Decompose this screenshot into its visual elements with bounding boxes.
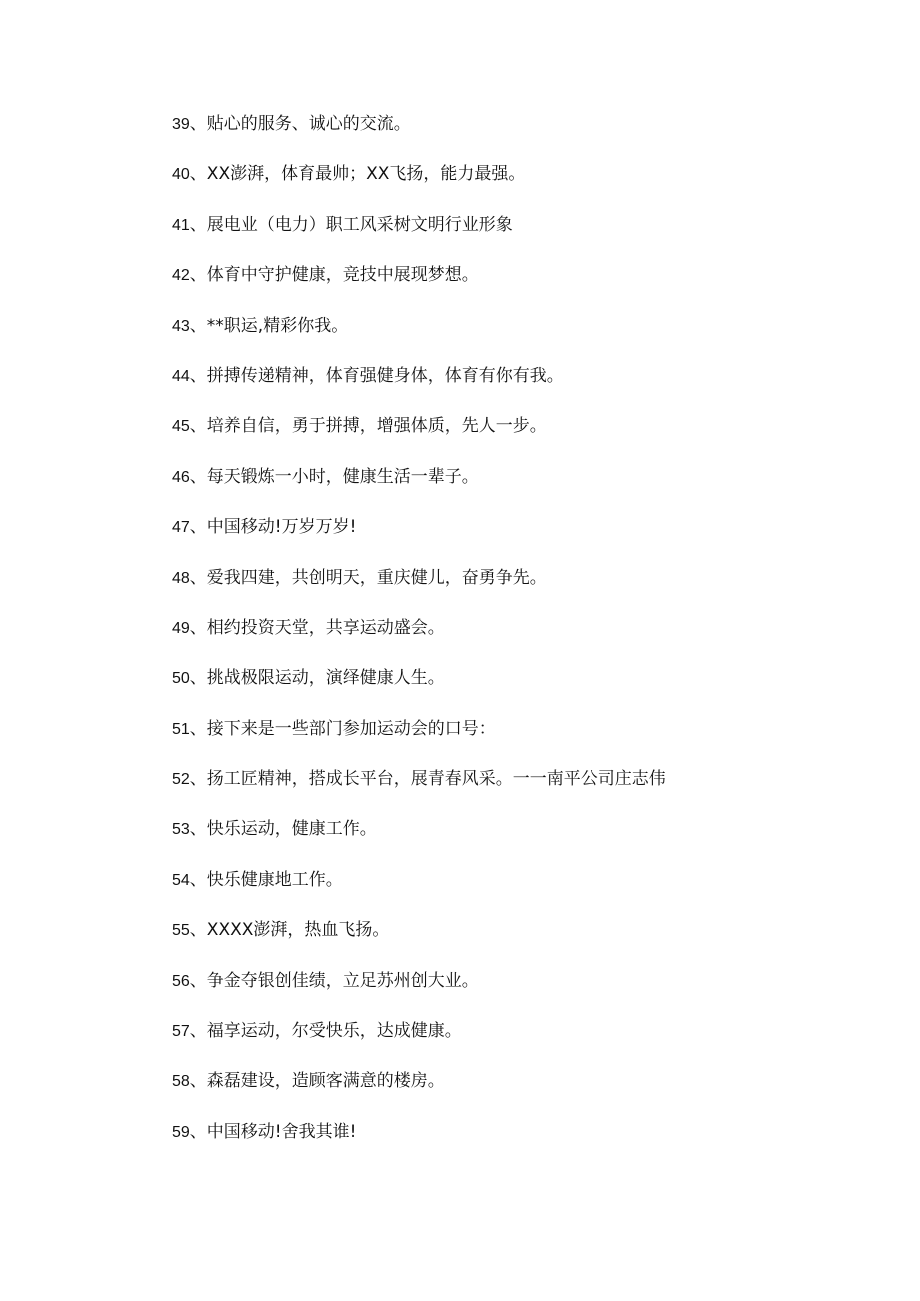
item-separator: 、 bbox=[189, 214, 207, 235]
item-text: **职运,精彩你我。 bbox=[206, 315, 349, 336]
item-text: 福享运动，尔受快乐，达成健康。 bbox=[206, 1021, 462, 1042]
item-text: 扬工匠精神，搭成长平台，展青春风采。一一南平公司庄志伟 bbox=[206, 769, 666, 790]
item-separator: 、 bbox=[189, 718, 207, 739]
item-separator: 、 bbox=[189, 567, 207, 588]
item-text: 相约投资天堂，共享运动盛会。 bbox=[206, 617, 445, 638]
list-item bbox=[172, 765, 666, 815]
item-separator: 、 bbox=[189, 769, 207, 790]
item-separator: 、 bbox=[189, 315, 207, 336]
item-text: 贴心的服务、诚心的交流。 bbox=[206, 114, 411, 134]
item-text: 快乐健康地工作。 bbox=[206, 869, 343, 890]
item-number: 41 bbox=[172, 216, 190, 234]
item-separator: 、 bbox=[189, 1121, 207, 1142]
item-number: 45 bbox=[172, 418, 190, 436]
item-number: 49 bbox=[172, 619, 190, 637]
list-item bbox=[172, 715, 666, 765]
item-separator: 、 bbox=[189, 114, 207, 134]
list-item bbox=[172, 463, 666, 513]
list-item bbox=[172, 916, 666, 966]
list-item bbox=[172, 160, 666, 210]
list-item bbox=[172, 362, 666, 412]
list-item bbox=[172, 261, 666, 311]
item-number: 39 bbox=[172, 116, 190, 133]
item-number: 44 bbox=[172, 367, 190, 385]
list-item bbox=[172, 967, 666, 1017]
item-text: 爱我四建，共创明天，重庆健儿，奋勇争先。 bbox=[206, 567, 547, 588]
item-text: 接下来是一些部门参加运动会的口号： bbox=[206, 718, 496, 739]
item-separator: 、 bbox=[189, 869, 207, 890]
item-separator: 、 bbox=[189, 466, 207, 487]
item-text: 每天锻炼一小时，健康生活一辈子。 bbox=[206, 466, 479, 487]
item-separator: 、 bbox=[189, 265, 207, 286]
item-number: 53 bbox=[172, 821, 190, 839]
item-separator: 、 bbox=[189, 365, 207, 386]
item-number: 59 bbox=[172, 1123, 190, 1141]
item-separator: 、 bbox=[189, 517, 207, 538]
item-text: 挑战极限运动，演绎健康人生。 bbox=[206, 668, 445, 689]
item-text: 体育中守护健康，竞技中展现梦想。 bbox=[206, 265, 479, 286]
item-text: 争金夺银创佳绩，立足苏州创大业。 bbox=[206, 970, 479, 991]
item-text: 展电业（电力）职工风采树文明行业形象 bbox=[206, 214, 513, 235]
item-separator: 、 bbox=[189, 920, 207, 941]
item-number: 58 bbox=[172, 1073, 190, 1091]
list-item bbox=[172, 110, 666, 160]
list-item bbox=[172, 513, 666, 563]
list-item bbox=[172, 412, 666, 462]
item-separator: 、 bbox=[189, 1071, 207, 1092]
item-text: 中国移动!万岁万岁! bbox=[206, 517, 357, 538]
item-number: 48 bbox=[172, 569, 190, 587]
item-number: 50 bbox=[172, 670, 190, 688]
item-text: 中国移动!舍我其谁! bbox=[206, 1121, 357, 1142]
item-number: 55 bbox=[172, 922, 190, 940]
item-separator: 、 bbox=[189, 1021, 207, 1042]
slogan-list bbox=[172, 110, 666, 1168]
item-text: 森磊建设，造顾客满意的楼房。 bbox=[206, 1071, 445, 1092]
item-number: 56 bbox=[172, 972, 190, 990]
item-text: XXXX澎湃，热血飞扬。 bbox=[206, 920, 390, 941]
item-separator: 、 bbox=[189, 164, 207, 185]
list-item bbox=[172, 815, 666, 865]
item-number: 47 bbox=[172, 519, 190, 537]
item-separator: 、 bbox=[189, 970, 207, 991]
item-number: 57 bbox=[172, 1023, 190, 1041]
item-number: 52 bbox=[172, 771, 190, 789]
item-separator: 、 bbox=[189, 617, 207, 638]
item-text: XX澎湃，体育最帅；XX飞扬，能力最强。 bbox=[206, 164, 526, 185]
item-text: 培养自信，勇于拼搏，增强体质，先人一步。 bbox=[206, 416, 547, 437]
list-item bbox=[172, 211, 666, 261]
item-separator: 、 bbox=[189, 668, 207, 689]
list-item bbox=[172, 664, 666, 714]
item-text: 快乐运动，健康工作。 bbox=[206, 819, 377, 840]
list-item bbox=[172, 564, 666, 614]
item-number: 40 bbox=[172, 166, 190, 184]
item-separator: 、 bbox=[189, 819, 207, 840]
item-separator: 、 bbox=[189, 416, 207, 437]
item-number: 51 bbox=[172, 720, 190, 738]
list-item bbox=[172, 1067, 666, 1117]
item-number: 42 bbox=[172, 267, 190, 285]
list-item bbox=[172, 1017, 666, 1067]
list-item bbox=[172, 614, 666, 664]
item-text: 拼搏传递精神，体育强健身体，体育有你有我。 bbox=[206, 365, 564, 386]
item-number: 54 bbox=[172, 871, 190, 889]
list-item bbox=[172, 1118, 666, 1168]
item-number: 46 bbox=[172, 468, 190, 486]
list-item bbox=[172, 312, 666, 362]
item-number: 43 bbox=[172, 317, 190, 335]
list-item bbox=[172, 866, 666, 916]
